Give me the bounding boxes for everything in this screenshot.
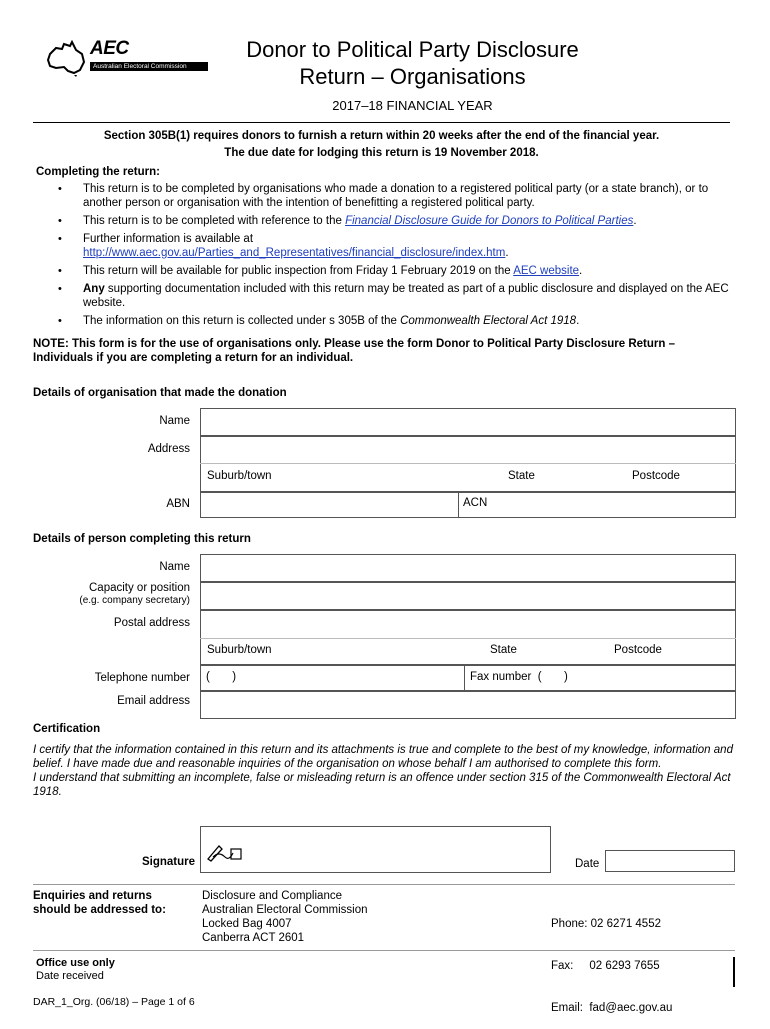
divider xyxy=(33,122,730,123)
list-item: • This return is to be completed by organisations who made a donation to a registered political party (or a state branch), or to another person or organisation with the intention of benefitting a registered political party. xyxy=(36,182,736,210)
org-postcode-label: Postcode xyxy=(632,470,680,482)
guide-link[interactable]: Financial Disclosure Guide for Donors to Political Parties xyxy=(345,215,634,227)
completing-heading: Completing the return: xyxy=(36,166,160,178)
telephone-field[interactable] xyxy=(200,665,465,691)
person-name-label: Name xyxy=(159,561,190,573)
telephone-label: Telephone number xyxy=(94,672,190,684)
list-item: • This return will be available for public inspection from Friday 1 February 2019 on the AEC website. xyxy=(36,264,736,278)
australia-map-icon xyxy=(44,40,88,78)
date-received-label: Date received xyxy=(36,970,104,982)
due-date-notice: Section 305B(1) requires donors to furnish a return within 20 weeks after the end of the financial year. The due date for lodging this return is 19 November 2018. xyxy=(103,130,660,159)
org-acn-label: ACN xyxy=(463,497,488,509)
org-name-field[interactable] xyxy=(200,408,736,436)
divider xyxy=(200,638,736,639)
org-address-field[interactable] xyxy=(200,436,736,492)
page-title: Donor to Political Party Disclosure Return – Organisations xyxy=(246,37,579,89)
financial-year: 2017–18 FINANCIAL YEAR xyxy=(332,98,493,113)
logo-wordmark: AEC xyxy=(90,38,129,59)
enquiries-label: Enquiries and returns should be addressed to: xyxy=(33,890,166,916)
date-label: Date xyxy=(575,858,600,870)
certification-text: I certify that the information contained in this return and its attachments is true and complete to the best of my knowledge, information and belief. I have made due and reasonable inquiries of the organisation on whose behalf I am authorised to complete this form. I understand that submitting an incomplete, false or misleading return is an offence under section 315 of the Commonwealth Electoral Act 1918. xyxy=(33,744,733,798)
person-name-field[interactable] xyxy=(200,554,736,582)
org-suburb-label: Suburb/town xyxy=(207,470,272,482)
divider xyxy=(33,884,735,885)
org-abn-label: ABN xyxy=(166,498,190,510)
divider xyxy=(200,463,736,464)
page-footer: DAR_1_Org. (06/18) – Page 1 of 6 xyxy=(33,996,195,1008)
capacity-field[interactable] xyxy=(200,582,736,610)
organisations-note: NOTE: This form is for the use of organisations only. Please use the form Donor to Political Party Disclosure Return – Individuals if you are completing a return for an individual. xyxy=(33,338,675,364)
list-item: • Any supporting documentation included with this return may be treated as part of a public disclosure and displayed on the AEC website. xyxy=(36,282,736,310)
list-item: • The information on this return is collected under s 305B of the Commonwealth Electoral Act 1918. xyxy=(36,314,736,328)
org-address-label: Address xyxy=(147,443,190,455)
email-label: Email address xyxy=(117,695,190,707)
instructions-list xyxy=(36,182,736,332)
enquiries-address: Disclosure and Compliance Australian Electoral Commission Locked Bag 4007 Canberra ACT 2601 xyxy=(202,890,368,944)
org-state-label: State xyxy=(508,470,535,482)
aec-url-link[interactable]: http://www.aec.gov.au/Parties_and_Representatives/financial_disclosure/index.htm xyxy=(83,247,506,259)
logo-subtitle: Australian Electoral Commission xyxy=(90,62,208,71)
person-postcode-label: Postcode xyxy=(614,644,662,656)
person-suburb-label: Suburb/town xyxy=(207,644,272,656)
org-name-label: Name xyxy=(159,415,190,427)
date-field[interactable] xyxy=(605,850,735,872)
person-state-label: State xyxy=(490,644,517,656)
capacity-example: (e.g. company secretary) xyxy=(79,595,190,606)
telephone-area-code: ( ) xyxy=(206,671,237,683)
signature-field[interactable] xyxy=(200,826,551,873)
list-item: • Further information is available at http://www.aec.gov.au/Parties_and_Representatives/financial_disclosure/index.htm. xyxy=(36,232,736,260)
org-abn-field[interactable] xyxy=(200,492,459,518)
email-field[interactable] xyxy=(200,691,736,719)
divider xyxy=(733,957,735,987)
org-section-heading: Details of organisation that made the donation xyxy=(33,387,287,399)
certification-heading: Certification xyxy=(33,723,101,735)
signature-label: Signature xyxy=(141,856,195,868)
enquiries-contact: Phone: 02 6271 4552 Fax: 02 6293 7655 Email: fad@aec.gov.au xyxy=(551,918,673,1014)
office-use-heading: Office use only xyxy=(36,957,115,969)
aec-website-link[interactable]: AEC website xyxy=(513,265,580,277)
divider xyxy=(33,950,735,951)
list-item: • This return is to be completed with reference to the Financial Disclosure Guide for Donors to Political Parties. xyxy=(36,214,736,228)
pen-icon xyxy=(205,841,243,863)
postal-address-label: Postal address xyxy=(113,617,190,629)
org-acn-field[interactable] xyxy=(458,492,736,518)
capacity-label: Capacity or position xyxy=(89,582,190,594)
person-section-heading: Details of person completing this return xyxy=(33,533,251,545)
fax-label: Fax number ( ) xyxy=(470,671,568,683)
